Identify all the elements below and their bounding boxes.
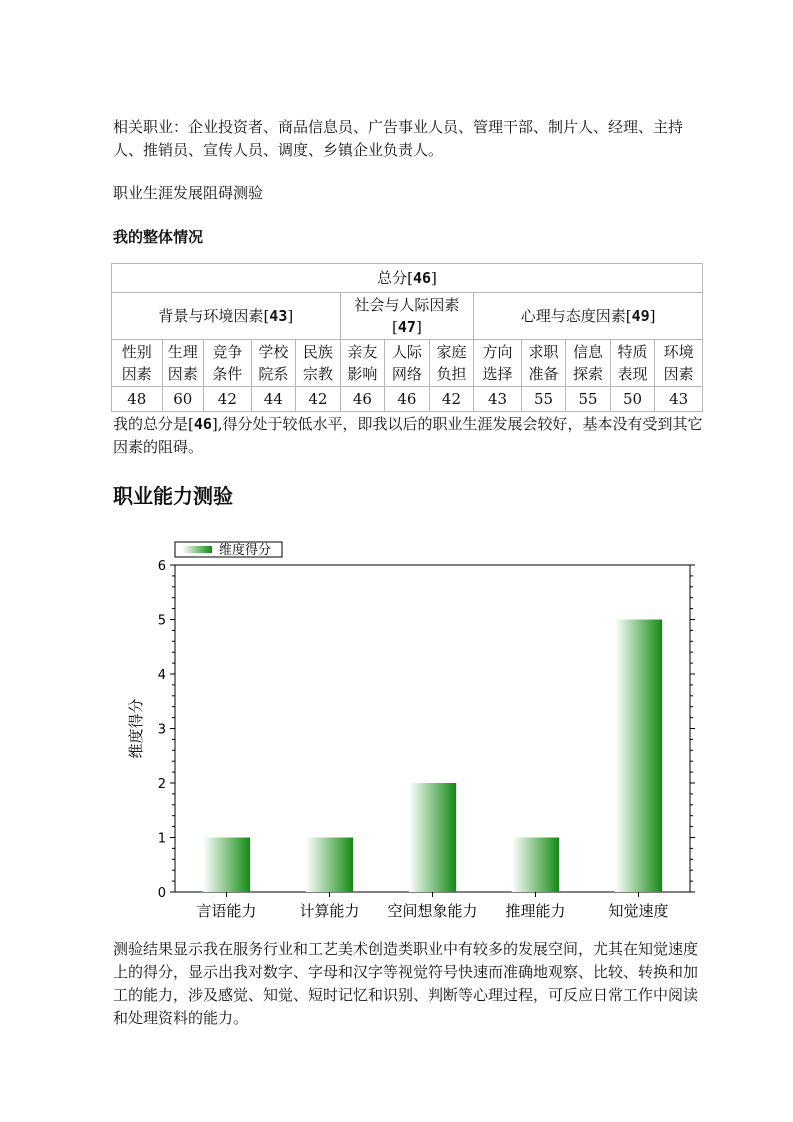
factor-score-cell: 43 xyxy=(655,387,703,412)
x-tick-label: 言语能力 xyxy=(196,902,257,920)
factor-label-line1: 特质 xyxy=(617,343,648,361)
summary-pre: 我的总分是[ xyxy=(113,415,194,433)
group-label: 社会与人际因素 xyxy=(354,296,460,314)
factor-label-line2: 网络 xyxy=(391,365,422,383)
x-tick-label: 知觉速度 xyxy=(608,902,669,920)
group-value: 49 xyxy=(631,307,650,325)
summary-post: ],得分处于较低水平，即我以后的职业生涯发展会较好，基本没有受到其它因素的阻碍。 xyxy=(113,415,703,456)
factor-label-line2: 因素 xyxy=(121,365,152,383)
y-tick-label: 3 xyxy=(157,722,166,738)
group-label: 背景与环境因素 xyxy=(158,307,264,325)
group-label: 心理与态度因素 xyxy=(520,307,626,325)
factor-score-cell: 46 xyxy=(385,387,430,412)
total-value: 46 xyxy=(412,269,432,287)
factor-label-cell xyxy=(521,340,566,387)
group-cell-background: 背景与环境因素[43] xyxy=(112,293,341,340)
factor-label-line1: 家庭 xyxy=(436,343,467,361)
legend-swatch xyxy=(182,546,212,553)
factor-label-line2: 探索 xyxy=(573,365,604,383)
factor-score-cell: 60 xyxy=(162,387,204,412)
bar xyxy=(203,838,250,893)
factor-label-line1: 亲友 xyxy=(347,343,378,361)
factor-label-cell xyxy=(340,340,385,387)
factor-label-row xyxy=(112,340,703,387)
total-label: 总分 xyxy=(377,269,408,287)
factor-label-line2: 因素 xyxy=(167,365,198,383)
factor-label-line1: 生理 xyxy=(167,343,198,361)
factor-label-line1: 环境 xyxy=(663,343,694,361)
bar xyxy=(409,783,456,892)
section-title-ability-test: 职业能力测验 xyxy=(113,484,233,508)
group-value: 47 xyxy=(397,318,416,336)
score-table xyxy=(111,263,703,412)
factor-label-cell xyxy=(112,340,163,387)
total-row xyxy=(112,264,703,293)
y-tick-label: 4 xyxy=(157,668,166,683)
factor-label-line2: 负担 xyxy=(436,365,467,383)
factor-label-cell xyxy=(429,340,474,387)
factor-score-cell: 43 xyxy=(474,387,522,412)
total-cell: 总分[46] xyxy=(112,264,703,293)
factor-label-line2: 宗教 xyxy=(302,365,333,383)
factor-label-line1: 人际 xyxy=(391,343,422,361)
factor-score-cell: 55 xyxy=(566,387,611,412)
y-tick-label: 1 xyxy=(157,831,166,847)
factor-label-line2: 因素 xyxy=(663,365,694,383)
factor-label-line1: 信息 xyxy=(573,343,604,361)
factor-score-cell: 42 xyxy=(429,387,474,412)
factor-score-cell: 46 xyxy=(340,387,385,412)
factor-label-cell xyxy=(385,340,430,387)
group-cell-psychology: 心理与态度因素[49] xyxy=(474,293,703,340)
y-tick-label: 2 xyxy=(157,777,166,792)
factor-label-line2: 表现 xyxy=(617,365,648,383)
factor-label-line2: 准备 xyxy=(528,365,559,383)
factor-label-line2: 影响 xyxy=(347,365,378,383)
factor-label-cell xyxy=(566,340,611,387)
factor-label-line1: 性别 xyxy=(121,343,152,361)
factor-label-cell xyxy=(204,340,252,387)
factor-label-line1: 学校 xyxy=(258,343,289,361)
factor-score-row xyxy=(112,387,703,412)
bar xyxy=(615,620,662,893)
summary-value: 46 xyxy=(193,415,212,433)
bar xyxy=(512,838,559,893)
related-jobs-text: 相关职业：企业投资者、商品信息员、广告事业人员、管理干部、制片人、经理、主持人、推销员、宣传人员、调度、乡镇企业负责人。 xyxy=(113,118,684,159)
factor-label-line1: 竞争 xyxy=(212,343,243,361)
conclusion-text: 测验结果显示我在服务行业和工艺美术创造类职业中有较多的发展空间，尤其在知觉速度上的得分，显示出我对数字、字母和汉字等视觉符号快速而准确地观察、比较、转换和加工的能力，涉及感觉、知觉、短时记忆和识别、判断等心理过程，可反应日常工作中阅读和处理资料的能力。 xyxy=(113,940,699,1027)
x-tick-label: 计算能力 xyxy=(299,902,360,920)
factor-label-line1: 求职 xyxy=(528,343,559,361)
overall-heading: 我的整体情况 xyxy=(113,228,204,246)
factor-label-cell xyxy=(296,340,341,387)
bar xyxy=(306,838,353,893)
factor-score-cell: 44 xyxy=(251,387,296,412)
x-tick-label: 空间想象能力 xyxy=(387,902,478,920)
factor-score-cell: 50 xyxy=(610,387,655,412)
factor-score-cell: 42 xyxy=(296,387,341,412)
factor-label-cell xyxy=(162,340,204,387)
factor-label-line1: 方向 xyxy=(482,343,513,361)
factor-label-cell xyxy=(474,340,522,387)
y-tick-label: 6 xyxy=(157,559,166,574)
factor-label-line1: 民族 xyxy=(302,343,333,361)
factor-label-line2: 选择 xyxy=(482,365,513,383)
factor-label-line2: 院系 xyxy=(258,365,289,383)
y-tick-label: 0 xyxy=(157,886,166,901)
factor-label-line2: 条件 xyxy=(212,365,243,383)
group-row xyxy=(112,293,703,340)
factor-score-cell: 42 xyxy=(204,387,252,412)
section-title-career-barrier: 职业生涯发展阻碍测验 xyxy=(113,184,264,202)
factor-score-cell: 55 xyxy=(521,387,566,412)
x-tick-label: 推理能力 xyxy=(505,902,566,920)
group-cell-social: 社会与人际因素 [47] xyxy=(340,293,474,340)
legend-label: 维度得分 xyxy=(219,543,272,558)
group-value: 43 xyxy=(269,307,288,325)
factor-label-cell xyxy=(655,340,703,387)
ability-bar-chart xyxy=(120,530,700,930)
y-tick-label: 5 xyxy=(157,613,166,629)
factor-label-cell xyxy=(610,340,655,387)
factor-score-cell: 48 xyxy=(112,387,163,412)
y-axis-label: 维度得分 xyxy=(127,698,145,759)
summary-text xyxy=(113,413,703,459)
factor-label-cell xyxy=(251,340,296,387)
